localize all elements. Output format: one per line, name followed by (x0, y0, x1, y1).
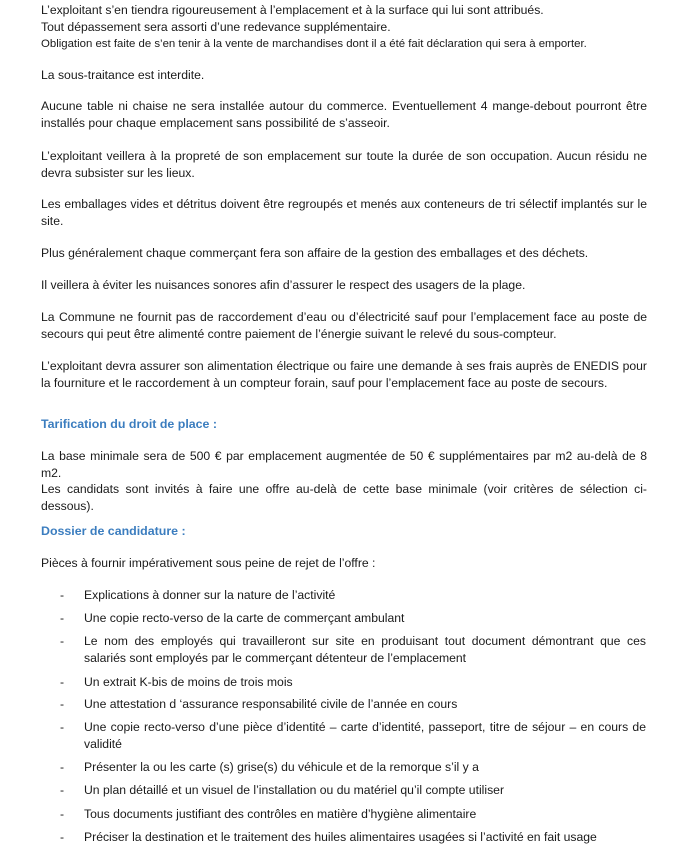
list-bullet: - (60, 588, 65, 602)
list-item: Un plan détaillé et un visuel de l’installation ou du matériel qu’il compte utiliser (84, 783, 505, 797)
list-item: Présenter la ou les carte (s) grise(s) du véhicule et de la remorque s’il y a (84, 760, 479, 774)
paragraph: La base minimale sera de 500 € par emplacement augmentée de 50 € supplémentaires par m2 au-delà de 8 m2. (41, 449, 647, 480)
list-bullet: - (60, 675, 65, 689)
list-bullet: - (60, 720, 65, 734)
list-item: Une attestation d ‘assurance responsabilité civile de l’année en cours (84, 697, 458, 711)
list-item: Un extrait K-bis de moins de trois mois (84, 675, 293, 689)
list-bullet: - (60, 697, 65, 711)
paragraph: L’exploitant devra assurer son alimentation électrique ou faire une demande à ses frais auprès de ENEDIS pour la fourniture et le raccordement à un compteur forain, sauf pour l’emplacement face au poste de secours. (41, 359, 647, 390)
list-item: Explications à donner sur la nature de l’activité (84, 588, 336, 602)
paragraph: La sous-traitance est interdite. (41, 68, 205, 82)
intro-line: Tout dépassement sera assorti d’une redevance supplémentaire. (41, 20, 391, 34)
list-item: Tous documents justifiant des contrôles en matière d’hygiène alimentaire (84, 807, 477, 821)
paragraph: Plus généralement chaque commerçant fera son affaire de la gestion des emballages et des déchets. (41, 246, 589, 260)
paragraph: L’exploitant veillera à la propreté de son emplacement sur toute la durée de son occupation. Aucun résidu ne devra subsister sur les lieux. (41, 149, 647, 180)
paragraph: Il veillera à éviter les nuisances sonores afin d’assurer le respect des usagers de la plage. (41, 278, 526, 292)
list-bullet: - (60, 783, 65, 797)
paragraph: Aucune table ni chaise ne sera installée autour du commerce. Eventuellement 4 mange-debout pourront être installés pour chaque emplacement sans possibilité de s’asseoir. (41, 99, 647, 130)
intro-line: L’exploitant s’en tiendra rigoureusement à l’emplacement et à la surface qui lui sont attribués. (41, 3, 544, 17)
section-heading-dossier: Dossier de candidature : (41, 524, 186, 538)
paragraph: La Commune ne fournit pas de raccordement d’eau ou d’électricité sauf pour l’emplacement face au poste de secours qui peut être alimenté contre paiement de l’énergie suivant le relevé du sous-compteur. (41, 310, 647, 341)
paragraph: Les emballages vides et détritus doivent être regroupés et menés aux conteneurs de tri sélectif implantés sur le site. (41, 197, 647, 228)
paragraph: Pièces à fournir impérativement sous peine de rejet de l’offre : (41, 556, 376, 570)
list-item: Une copie recto-verso d’une pièce d’identité – carte d’identité, passeport, titre de séjour – en cours de validité (84, 720, 646, 751)
list-bullet: - (60, 760, 65, 774)
section-heading-tarification: Tarification du droit de place : (41, 417, 218, 431)
intro-line: Obligation est faite de s’en tenir à la vente de marchandises dont il a été fait déclaration qui sera à emporter. (41, 38, 587, 50)
paragraph: Les candidats sont invités à faire une offre au-delà de cette base minimale (voir critères de sélection ci-dessous). (41, 482, 647, 513)
list-item: Le nom des employés qui travailleront sur site en produisant tout document démontrant que ces salariés sont employés par le commerçant détenteur de l’emplacement (84, 634, 646, 665)
list-item: Une copie recto-verso de la carte de commerçant ambulant (84, 611, 405, 625)
list-bullet: - (60, 807, 65, 821)
list-bullet: - (60, 634, 65, 648)
list-bullet: - (60, 830, 65, 844)
list-bullet: - (60, 611, 65, 625)
list-item: Préciser la destination et le traitement des huiles alimentaires usagées si l’activité en fait usage (84, 830, 597, 844)
